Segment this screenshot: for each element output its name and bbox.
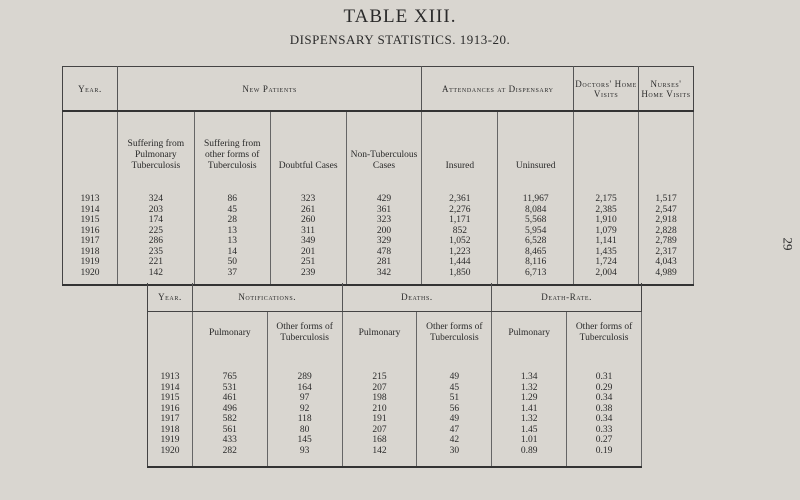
subheader-rate-pulmonary: Pulmonary [492,312,567,355]
table-cell: 4,989 [639,268,694,286]
table-cell: 1,724 [574,257,639,268]
table-cell: 260 [270,215,346,226]
table-cell: 86 [194,194,270,205]
table-cell: 2,918 [639,215,694,226]
header-notifications: Notifications. [192,283,342,312]
table-row [148,425,642,436]
subheader-insured: Insured [422,111,498,180]
table-cell: 0.31 [567,372,642,383]
page-number: 29 [780,237,796,251]
table-row [63,236,694,247]
table-cell: 765 [192,372,267,383]
row-year: 1919 [148,435,193,446]
table-cell: 329 [346,236,422,247]
table-cell: 5,568 [498,215,574,226]
table-cell: 286 [117,236,194,247]
table-cell: 281 [346,257,422,268]
subheader-empty [148,312,193,355]
table-cell: 0.27 [567,435,642,446]
subheader-non-tuberculous: Non-Tuberculous Cases [346,111,422,180]
table-cell: 1.01 [492,435,567,446]
table-cell: 174 [117,215,194,226]
table-cell: 0.34 [567,414,642,425]
table-cell: 2,828 [639,226,694,237]
table-cell: 14 [194,247,270,258]
table-row [63,247,694,258]
table-cell: 0.29 [567,383,642,394]
table-cell: 1,141 [574,236,639,247]
table-cell: 1,435 [574,247,639,258]
subheader-pulmonary: Suffering from Pulmonary Tuberculosis [117,111,194,180]
table-cell: 561 [192,425,267,436]
table-cell: 349 [270,236,346,247]
table-cell: 51 [417,393,492,404]
row-year: 1920 [63,268,118,286]
table-cell: 47 [417,425,492,436]
table-cell: 0.38 [567,404,642,415]
table-cell: 37 [194,268,270,286]
row-year: 1913 [63,194,118,205]
table-cell: 225 [117,226,194,237]
page-title: TABLE XIII. [343,6,457,27]
table-cell: 2,175 [574,194,639,205]
table-cell: 6,528 [498,236,574,247]
table-cell: 323 [346,215,422,226]
table-cell: 1,223 [422,247,498,258]
table-cell: 289 [267,372,342,383]
table-cell: 49 [417,372,492,383]
table-cell: 221 [117,257,194,268]
header-deaths: Deaths. [342,283,492,312]
subheader-other-forms: Suffering from other forms of Tuberculosis [194,111,270,180]
table-cell: 142 [342,446,417,468]
table-cell: 496 [192,404,267,415]
table-row [148,372,642,383]
dispensary-table-body [63,194,694,285]
table-row [148,414,642,425]
table-cell: 4,043 [639,257,694,268]
table-cell: 323 [270,194,346,205]
table-row [148,393,642,404]
table-cell: 50 [194,257,270,268]
subheader-uninsured: Uninsured [498,111,574,180]
table-cell: 324 [117,194,194,205]
table-cell: 361 [346,205,422,216]
header-year: Year. [148,283,193,312]
table-cell: 1.29 [492,393,567,404]
table-cell: 118 [267,414,342,425]
table-cell: 282 [192,446,267,468]
table-cell: 142 [117,268,194,286]
table-cell: 433 [192,435,267,446]
table-cell: 251 [270,257,346,268]
table-cell: 207 [342,383,417,394]
table-cell: 11,967 [498,194,574,205]
header-attendances: Attendances at Dispensary [422,67,574,112]
table-cell: 235 [117,247,194,258]
header-year: Year. [63,67,118,112]
table-cell: 8,084 [498,205,574,216]
table-cell: 8,116 [498,257,574,268]
table-cell: 92 [267,404,342,415]
subheader-doubtful: Doubtful Cases [270,111,346,180]
table-cell: 2,317 [639,247,694,258]
header-new-patients: New Patients [117,67,422,112]
table-cell: 239 [270,268,346,286]
table-cell: 429 [346,194,422,205]
table-cell: 13 [194,226,270,237]
subheader-notif-pulmonary: Pulmonary [192,312,267,355]
row-year: 1914 [63,205,118,216]
row-year: 1916 [63,226,118,237]
table-cell: 2,547 [639,205,694,216]
subheader-deaths-pulmonary: Pulmonary [342,312,417,355]
table-cell: 1,052 [422,236,498,247]
table-cell: 311 [270,226,346,237]
table-cell: 145 [267,435,342,446]
subheader-deaths-other: Other forms of Tuberculosis [417,312,492,355]
table-cell: 1,910 [574,215,639,226]
table-cell: 6,713 [498,268,574,286]
table-cell: 45 [417,383,492,394]
subheader-rate-other: Other forms of Tuberculosis [567,312,642,355]
header-nurses-home-visits: Nurses' Home Visits [639,67,694,112]
table-cell: 531 [192,383,267,394]
notifications-table-body [148,372,642,467]
table-row [63,226,694,237]
table-cell: 164 [267,383,342,394]
table-cell: 852 [422,226,498,237]
page-subtitle: DISPENSARY STATISTICS. 1913-20. [289,32,511,47]
table-cell: 42 [417,435,492,446]
table-cell: 0.34 [567,393,642,404]
table-cell: 342 [346,268,422,286]
subheader-empty [63,111,118,180]
table-row [63,194,694,205]
table-cell: 0.33 [567,425,642,436]
table-cell: 198 [342,393,417,404]
table-cell: 478 [346,247,422,258]
table-cell: 1,079 [574,226,639,237]
table-cell: 210 [342,404,417,415]
row-year: 1918 [63,247,118,258]
table-cell: 201 [270,247,346,258]
table-cell: 215 [342,372,417,383]
table-cell: 93 [267,446,342,468]
row-year: 1915 [63,215,118,226]
table-cell: 1.34 [492,372,567,383]
table-row [148,404,642,415]
table-row [148,435,642,446]
table-cell: 203 [117,205,194,216]
table-cell: 8,465 [498,247,574,258]
row-year: 1916 [148,404,193,415]
notifications-deaths-table [147,283,642,468]
table-cell: 1,517 [639,194,694,205]
subheader-empty [574,111,639,180]
table-cell: 200 [346,226,422,237]
table-cell: 45 [194,205,270,216]
subheader-notif-other: Other forms of Tuberculosis [267,312,342,355]
table-cell: 1.45 [492,425,567,436]
table-cell: 13 [194,236,270,247]
table-cell: 1,850 [422,268,498,286]
table-cell: 2,361 [422,194,498,205]
row-year: 1918 [148,425,193,436]
dispensary-statistics-table [62,66,694,286]
row-year: 1917 [63,236,118,247]
table-cell: 0.19 [567,446,642,468]
table-cell: 207 [342,425,417,436]
table-cell: 5,954 [498,226,574,237]
row-year: 1914 [148,383,193,394]
row-year: 1917 [148,414,193,425]
table-row [148,446,642,468]
table-cell: 30 [417,446,492,468]
table-cell: 2,385 [574,205,639,216]
table-cell: 2,276 [422,205,498,216]
table-cell: 1.41 [492,404,567,415]
table-cell: 28 [194,215,270,226]
table-cell: 2,004 [574,268,639,286]
table-row [63,257,694,268]
header-doctors-home-visits: Doctors' Home Visits [574,67,639,112]
row-year: 1919 [63,257,118,268]
table-row [63,205,694,216]
table-cell: 461 [192,393,267,404]
table-cell: 0.89 [492,446,567,468]
row-year: 1920 [148,446,193,468]
table-row [148,383,642,394]
table-cell: 261 [270,205,346,216]
table-cell: 1.32 [492,383,567,394]
table-cell: 582 [192,414,267,425]
table-cell: 80 [267,425,342,436]
table-cell: 168 [342,435,417,446]
table-cell: 1,171 [422,215,498,226]
table-cell: 2,789 [639,236,694,247]
table-cell: 56 [417,404,492,415]
row-year: 1913 [148,372,193,383]
header-death-rate: Death-Rate. [492,283,642,312]
table-cell: 1.32 [492,414,567,425]
table-cell: 191 [342,414,417,425]
table-cell: 1,444 [422,257,498,268]
subheader-empty [639,111,694,180]
table-cell: 97 [267,393,342,404]
row-year: 1915 [148,393,193,404]
table-cell: 49 [417,414,492,425]
table-row [63,215,694,226]
